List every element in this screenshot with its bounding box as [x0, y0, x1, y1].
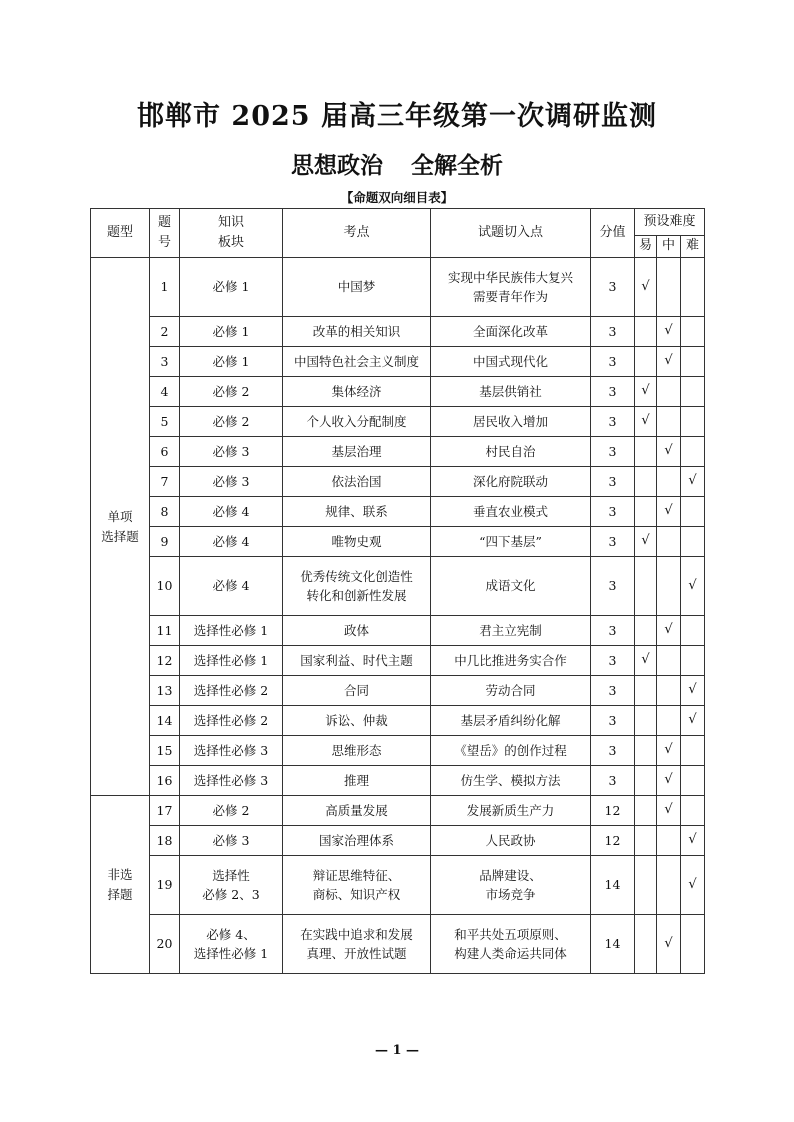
table-row — [91, 796, 705, 826]
score-value: 3 — [591, 676, 635, 706]
knowledge-block: 选择性必修 2 — [180, 706, 283, 736]
knowledge-block: 选择性必修 3 — [180, 766, 283, 796]
question-number: 5 — [150, 407, 180, 437]
table-row — [91, 317, 705, 347]
difficulty-hard-cell — [681, 347, 705, 377]
difficulty-hard-cell — [681, 557, 705, 616]
question-number: 10 — [150, 557, 180, 616]
table-row — [91, 347, 705, 377]
question-number: 4 — [150, 377, 180, 407]
test-point: 在实践中追求和发展 真理、开放性试题 — [283, 915, 431, 974]
score-value: 3 — [591, 407, 635, 437]
question-number: 12 — [150, 646, 180, 676]
knowledge-block: 必修 2 — [180, 407, 283, 437]
difficulty-hard-cell — [681, 317, 705, 347]
difficulty-mid-cell — [657, 317, 681, 347]
table-row — [91, 736, 705, 766]
knowledge-block: 必修 2 — [180, 796, 283, 826]
score-value: 3 — [591, 766, 635, 796]
header-num: 题 号 — [150, 209, 180, 258]
knowledge-block: 选择性必修 3 — [180, 736, 283, 766]
knowledge-block: 必修 3 — [180, 437, 283, 467]
difficulty-mid-cell — [657, 676, 681, 706]
entry-point: 成语文化 — [431, 557, 591, 616]
header-mid: 中 — [657, 236, 681, 258]
difficulty-mid-cell — [657, 377, 681, 407]
knowledge-block: 选择性必修 1 — [180, 646, 283, 676]
page-title: 邯郸市 2025 届高三年级第一次调研监测 — [137, 101, 657, 132]
check-mark-icon: √ — [664, 443, 673, 459]
header-angle: 试题切入点 — [431, 209, 591, 258]
knowledge-block: 必修 1 — [180, 347, 283, 377]
question-number: 1 — [150, 258, 180, 317]
table-row — [91, 377, 705, 407]
difficulty-easy-cell — [635, 915, 657, 974]
entry-point: 中国式现代化 — [431, 347, 591, 377]
entry-point: 《望岳》的创作过程 — [431, 736, 591, 766]
header-block: 知识 板块 — [180, 209, 283, 258]
check-mark-icon: √ — [688, 473, 697, 489]
question-number: 13 — [150, 676, 180, 706]
difficulty-hard-cell — [681, 407, 705, 437]
subtitle-subject: 思想政治 — [291, 152, 383, 179]
difficulty-easy-cell — [635, 527, 657, 557]
difficulty-easy-cell — [635, 616, 657, 646]
difficulty-mid-cell — [657, 407, 681, 437]
test-point: 中国梦 — [283, 258, 431, 317]
question-number: 6 — [150, 437, 180, 467]
question-number: 16 — [150, 766, 180, 796]
score-value: 3 — [591, 736, 635, 766]
difficulty-hard-cell — [681, 706, 705, 736]
entry-point: “四下基层” — [431, 527, 591, 557]
score-value: 3 — [591, 377, 635, 407]
entry-point: 劳动合同 — [431, 676, 591, 706]
table-row — [91, 706, 705, 736]
difficulty-hard-cell — [681, 616, 705, 646]
table-row — [91, 826, 705, 856]
difficulty-mid-cell — [657, 736, 681, 766]
table-caption: 【命题双向细目表】 — [340, 190, 454, 205]
table-row — [91, 616, 705, 646]
difficulty-easy-cell — [635, 377, 657, 407]
difficulty-mid-cell — [657, 616, 681, 646]
entry-point: 发展新质生产力 — [431, 796, 591, 826]
table-row — [91, 497, 705, 527]
difficulty-easy-cell — [635, 347, 657, 377]
score-value: 3 — [591, 347, 635, 377]
entry-point: 垂直农业模式 — [431, 497, 591, 527]
knowledge-block: 必修 1 — [180, 258, 283, 317]
knowledge-block: 必修 4、 选择性必修 1 — [180, 915, 283, 974]
difficulty-easy-cell — [635, 826, 657, 856]
difficulty-easy-cell — [635, 258, 657, 317]
difficulty-mid-cell — [657, 437, 681, 467]
difficulty-mid-cell — [657, 646, 681, 676]
difficulty-mid-cell — [657, 347, 681, 377]
score-value: 14 — [591, 856, 635, 915]
difficulty-hard-cell — [681, 467, 705, 497]
difficulty-hard-cell — [681, 676, 705, 706]
check-mark-icon: √ — [664, 935, 673, 951]
knowledge-block: 选择性 必修 2、3 — [180, 856, 283, 915]
score-value: 3 — [591, 616, 635, 646]
test-point: 中国特色社会主义制度 — [283, 347, 431, 377]
difficulty-easy-cell — [635, 497, 657, 527]
knowledge-block: 选择性必修 1 — [180, 616, 283, 646]
question-number: 7 — [150, 467, 180, 497]
check-mark-icon: √ — [664, 772, 673, 788]
question-number: 2 — [150, 317, 180, 347]
score-value: 3 — [591, 646, 635, 676]
score-value: 14 — [591, 915, 635, 974]
page-number: — 1 — — [374, 1043, 420, 1058]
difficulty-easy-cell — [635, 676, 657, 706]
score-value: 3 — [591, 467, 635, 497]
difficulty-hard-cell — [681, 766, 705, 796]
score-value: 3 — [591, 258, 635, 317]
entry-point: 居民收入增加 — [431, 407, 591, 437]
question-type-cell: 非选 择题 — [91, 796, 150, 974]
difficulty-hard-cell — [681, 646, 705, 676]
knowledge-block: 必修 1 — [180, 317, 283, 347]
check-mark-icon: √ — [664, 802, 673, 818]
entry-point: 君主立宪制 — [431, 616, 591, 646]
test-point: 推理 — [283, 766, 431, 796]
table-row — [91, 646, 705, 676]
check-mark-icon: √ — [664, 323, 673, 339]
entry-point: 人民政协 — [431, 826, 591, 856]
difficulty-hard-cell — [681, 437, 705, 467]
spec-table — [90, 208, 705, 974]
header-easy: 易 — [635, 236, 657, 258]
entry-point: 基层矛盾纠纷化解 — [431, 706, 591, 736]
entry-point: 实现中华民族伟大复兴 需要青年作为 — [431, 258, 591, 317]
difficulty-mid-cell — [657, 557, 681, 616]
entry-point: 深化府院联动 — [431, 467, 591, 497]
check-mark-icon: √ — [688, 832, 697, 848]
header-difficulty: 预设难度 — [635, 209, 705, 236]
entry-point: 村民自治 — [431, 437, 591, 467]
table-row — [91, 676, 705, 706]
difficulty-easy-cell — [635, 736, 657, 766]
question-type-cell: 单项 选择题 — [91, 258, 150, 796]
difficulty-easy-cell — [635, 557, 657, 616]
knowledge-block: 必修 3 — [180, 467, 283, 497]
question-number: 3 — [150, 347, 180, 377]
difficulty-hard-cell — [681, 258, 705, 317]
table-row — [91, 258, 705, 317]
question-number: 14 — [150, 706, 180, 736]
difficulty-mid-cell — [657, 527, 681, 557]
check-mark-icon: √ — [688, 876, 697, 892]
difficulty-mid-cell — [657, 915, 681, 974]
check-mark-icon: √ — [664, 503, 673, 519]
difficulty-easy-cell — [635, 766, 657, 796]
difficulty-easy-cell — [635, 796, 657, 826]
test-point: 思维形态 — [283, 736, 431, 766]
knowledge-block: 必修 4 — [180, 497, 283, 527]
check-mark-icon: √ — [688, 577, 697, 593]
entry-point: 品牌建设、 市场竞争 — [431, 856, 591, 915]
table-body — [91, 258, 705, 974]
difficulty-hard-cell — [681, 826, 705, 856]
table-row — [91, 915, 705, 974]
entry-point: 和平共处五项原则、 构建人类命运共同体 — [431, 915, 591, 974]
difficulty-mid-cell — [657, 706, 681, 736]
knowledge-block: 选择性必修 2 — [180, 676, 283, 706]
score-value: 3 — [591, 437, 635, 467]
table-row — [91, 856, 705, 915]
test-point: 国家利益、时代主题 — [283, 646, 431, 676]
entry-point: 仿生学、模拟方法 — [431, 766, 591, 796]
difficulty-hard-cell — [681, 527, 705, 557]
table-row — [91, 766, 705, 796]
difficulty-hard-cell — [681, 736, 705, 766]
table-row — [91, 527, 705, 557]
test-point: 个人收入分配制度 — [283, 407, 431, 437]
question-number: 18 — [150, 826, 180, 856]
question-number: 17 — [150, 796, 180, 826]
difficulty-easy-cell — [635, 706, 657, 736]
check-mark-icon: √ — [664, 742, 673, 758]
difficulty-hard-cell — [681, 796, 705, 826]
test-point: 优秀传统文化创造性 转化和创新性发展 — [283, 557, 431, 616]
entry-point: 基层供销社 — [431, 377, 591, 407]
test-point: 政体 — [283, 616, 431, 646]
test-point: 基层治理 — [283, 437, 431, 467]
difficulty-mid-cell — [657, 796, 681, 826]
table-row — [91, 437, 705, 467]
question-number: 8 — [150, 497, 180, 527]
check-mark-icon: √ — [688, 682, 697, 698]
question-number: 9 — [150, 527, 180, 557]
difficulty-mid-cell — [657, 497, 681, 527]
score-value: 3 — [591, 497, 635, 527]
test-point: 唯物史观 — [283, 527, 431, 557]
difficulty-hard-cell — [681, 856, 705, 915]
knowledge-block: 必修 4 — [180, 527, 283, 557]
check-mark-icon: √ — [688, 712, 697, 728]
difficulty-hard-cell — [681, 377, 705, 407]
check-mark-icon: √ — [641, 383, 650, 399]
test-point: 诉讼、仲裁 — [283, 706, 431, 736]
header-point: 考点 — [283, 209, 431, 258]
difficulty-mid-cell — [657, 467, 681, 497]
difficulty-easy-cell — [635, 437, 657, 467]
score-value: 3 — [591, 557, 635, 616]
header-type: 题型 — [91, 209, 150, 258]
subtitle-kind: 全解全析 — [411, 152, 503, 179]
knowledge-block: 必修 4 — [180, 557, 283, 616]
question-number: 19 — [150, 856, 180, 915]
test-point: 规律、联系 — [283, 497, 431, 527]
difficulty-easy-cell — [635, 317, 657, 347]
difficulty-easy-cell — [635, 407, 657, 437]
score-value: 3 — [591, 317, 635, 347]
page-subtitle — [0, 147, 794, 180]
score-value: 3 — [591, 706, 635, 736]
difficulty-easy-cell — [635, 646, 657, 676]
test-point: 改革的相关知识 — [283, 317, 431, 347]
test-point: 辩证思维特征、 商标、知识产权 — [283, 856, 431, 915]
difficulty-mid-cell — [657, 826, 681, 856]
check-mark-icon: √ — [641, 278, 650, 294]
difficulty-mid-cell — [657, 258, 681, 317]
header-hard: 难 — [681, 236, 705, 258]
difficulty-mid-cell — [657, 766, 681, 796]
test-point: 高质量发展 — [283, 796, 431, 826]
difficulty-hard-cell — [681, 497, 705, 527]
table-row — [91, 467, 705, 497]
table-row — [91, 557, 705, 616]
test-point: 依法治国 — [283, 467, 431, 497]
check-mark-icon: √ — [664, 353, 673, 369]
table-row — [91, 407, 705, 437]
header-score: 分值 — [591, 209, 635, 258]
knowledge-block: 必修 3 — [180, 826, 283, 856]
check-mark-icon: √ — [641, 652, 650, 668]
score-value: 12 — [591, 796, 635, 826]
difficulty-hard-cell — [681, 915, 705, 974]
question-number: 20 — [150, 915, 180, 974]
knowledge-block: 必修 2 — [180, 377, 283, 407]
score-value: 12 — [591, 826, 635, 856]
difficulty-easy-cell — [635, 856, 657, 915]
question-number: 11 — [150, 616, 180, 646]
check-mark-icon: √ — [664, 622, 673, 638]
score-value: 3 — [591, 527, 635, 557]
test-point: 合同 — [283, 676, 431, 706]
check-mark-icon: √ — [641, 533, 650, 549]
difficulty-easy-cell — [635, 467, 657, 497]
check-mark-icon: √ — [641, 413, 650, 429]
test-point: 国家治理体系 — [283, 826, 431, 856]
question-number: 15 — [150, 736, 180, 766]
test-point: 集体经济 — [283, 377, 431, 407]
entry-point: 中几比推进务实合作 — [431, 646, 591, 676]
difficulty-mid-cell — [657, 856, 681, 915]
entry-point: 全面深化改革 — [431, 317, 591, 347]
